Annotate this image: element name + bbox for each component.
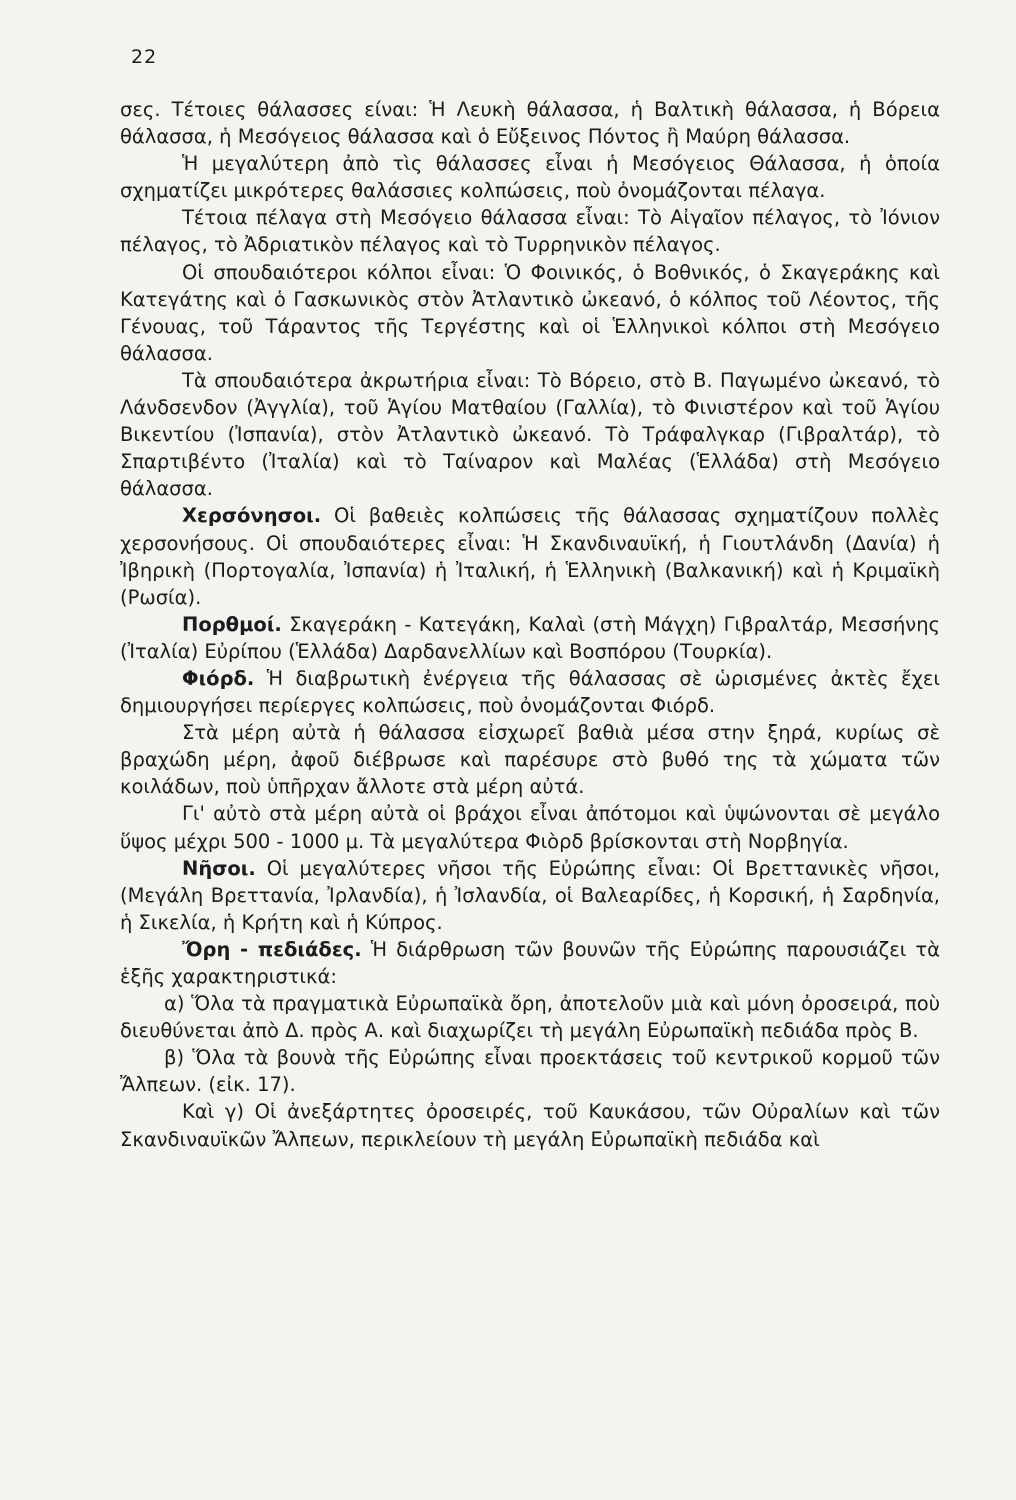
paragraph-capes: Τὰ σπουδαιότερα ἀκρωτήρια εἶναι: Τὸ Βόρειο, στὸ Β. Παγωμένο ὠκεανό, τὸ Λάνδσενδον (Ἀγγλία), τοῦ Ἁγίου Ματθαίου (Γαλλία), τὸ Φινιστέρον καὶ τοῦ Ἁγίου Βικεντίου (Ἰσπανία), στὸν Ἀτλαντικὸ ὠκεανό. Τὸ Τράφαλγκαρ (Γιβραλτάρ), τὸ Σπαρτιβέντο (Ἰταλία) καὶ τὸ Ταίναρον καὶ Μαλέας (Ἑλλάδα) στὴ Μεσόγειο θάλασσα. (120, 368, 940, 501)
paragraph-peninsulas (120, 502, 940, 610)
paragraph-pelagi: Τέτοια πέλαγα στὴ Μεσόγειο θάλασσα εἶναι: Τὸ Αἰγαῖον πέλαγος, τὸ Ἰόνιον πέλαγος, τὸ Ἀδριατικὸν πέλαγος καὶ τὸ Τυρρηνικὸν πέλαγος. (120, 206, 940, 257)
heading-islands: Νῆσοι. (182, 856, 256, 880)
paragraph-fjords (120, 665, 940, 719)
page-body (120, 96, 940, 1153)
paragraph-islands (120, 855, 940, 936)
paragraph-mediterranean: Ἡ μεγαλύτερη ἀπὸ τὶς θάλασσες εἶναι ἡ Μεσόγειος Θάλασσα, ἡ ὁποία σχηματίζει μικρότερες θαλάσσιες κολπώσεις, ποὺ ὀνομάζονται πέλαγα. (120, 152, 940, 203)
page-number: 22 (131, 46, 158, 68)
mountains-text: Ἡ διάρθρωση τῶν βουνῶν τῆς Εὐρώπης παρουσιάζει τὰ ἑξῆς χαρακτηριστικά: (120, 937, 940, 988)
islands-text: Οἱ μεγαλύτερες νῆσοι τῆς Εὐρώπης εἶναι: Οἱ Βρεττανικὲς νῆσοι, (Μεγάλη Βρεττανία, Ἰρλανδία), ἡ Ἰσλανδία, οἱ Βαλεαρίδες, ἡ Κορσική, ἡ Σαρδηνία, ἡ Σικελία, ἡ Κρήτη καὶ ἡ Κύπρος. (120, 856, 940, 934)
list-item-b: β) Ὅλα τὰ βουνὰ τῆς Εὐρώπης εἶναι προεκτάσεις τοῦ κεντρικοῦ κορμοῦ τῶν Ἄλπεων. (εἰκ. 17). (120, 1046, 940, 1097)
paragraph-fjords-height: Γι' αὐτὸ στὰ μέρη αὐτὰ οἱ βράχοι εἶναι ἀπότομοι καὶ ὑψώνονται σὲ μεγάλο ὕψος μέχρι 500 - 1000 μ. Τὰ μεγαλύτερα Φιὸρδ βρίσκονται στὴ Νορβηγία. (120, 802, 940, 853)
list-item-a: α) Ὅλα τὰ πραγματικὰ Εὐρωπαϊκὰ ὄρη, ἀποτελοῦν μιὰ καὶ μόνη ὀροσειρά, ποὺ διευθύνεται ἀπὸ Δ. πρὸς Α. καὶ διαχωρίζει τὴ μεγάλη Εὐρωπαϊκὴ πεδιάδα πρὸς Β. (120, 992, 940, 1043)
heading-straits: Πορθμοί. (182, 612, 282, 636)
heading-fjords: Φιόρδ. (182, 666, 255, 690)
heading-peninsulas: Χερσόνησοι. (182, 504, 322, 528)
paragraph-gulfs: Οἱ σπουδαιότεροι κόλποι εἶναι: Ὁ Φοινικός, ὁ Βοθνικός, ὁ Σκαγεράκης καὶ Κατεγάτης καὶ ὁ Γασκωνικὸς στὸν Ἀτλαντικὸ ὠκεανό, ὁ κόλπος τοῦ Λέοντος, τῆς Γένουας, τοῦ Τάραντος τῆς Τεργέστης καὶ οἱ Ἑλληνικοὶ κόλποι στὴ Μεσόγειο θάλασσα. (120, 260, 940, 365)
paragraph-straits (120, 611, 940, 665)
paragraph-mountains (120, 936, 940, 990)
paragraph-fjords-formation: Στὰ μέρη αὐτὰ ἡ θάλασσα εἰσχωρεῖ βαθιὰ μέσα στην ξηρά, κυρίως σὲ βραχώδη μέρη, ἀφοῦ διέβρωσε καὶ παρέσυρε στὸ βυθό της τὰ χώματα τῶν κοιλάδων, ποὺ ὑπῆρχαν ἄλλοτε στὰ μέρη αὐτά. (120, 721, 940, 799)
paragraph-seas: σες. Τέτοιες θάλασσες είναι: Ἡ Λευκὴ θάλασσα, ἡ Βαλτικὴ θάλασσα, ἡ Βόρεια θάλασσα, ἡ Μεσόγειος θάλασσα καὶ ὁ Εὔξεινος Πόντος ἢ Μαύρη θάλασσα. (120, 98, 940, 149)
straits-text: Σκαγεράκη - Κατεγάκη, Καλαὶ (στὴ Μάγχη) Γιβραλτάρ, Μεσσήνης (Ἰταλία) Εὐρίπου (Ἑλλάδα) Δαρδανελλίων καὶ Βοσπόρου (Τουρκία). (120, 612, 940, 663)
fjords-text: Ἡ διαβρωτικὴ ἐνέργεια τῆς θάλασσας σὲ ὡρισμένες ἀκτὲς ἔχει δημιουργήσει περίεργες κολπώσεις, ποὺ ὀνομάζονται Φιόρδ. (120, 666, 940, 718)
list-item-c: Καὶ γ) Οἱ ἀνεξάρτητες ὀροσειρές, τοῦ Καυκάσου, τῶν Οὐραλίων καὶ τῶν Σκανδιναυϊκῶν Ἄλπεων, περικλείουν τὴ μεγάλη Εὐρωπαϊκὴ πεδιάδα καὶ (120, 1100, 940, 1151)
heading-mountains: Ὄρη - πεδιάδες. (182, 937, 362, 961)
peninsulas-text: Οἱ βαθειὲς κολπώσεις τῆς θάλασσας σχηματίζουν πολλὲς χερσονήσους. Οἱ σπουδαιότερες εἶναι: Ἡ Σκανδιναυϊκή, ἡ Γιουτλάνδη (Δανία) ἡ Ἰβηρικὴ (Πορτογαλία, Ἰσπανία) ἡ Ἰταλική, ἡ Ἑλληνικὴ (Βαλκανική) καὶ ἡ Κριμαϊκὴ (Ρωσία). (120, 504, 940, 609)
